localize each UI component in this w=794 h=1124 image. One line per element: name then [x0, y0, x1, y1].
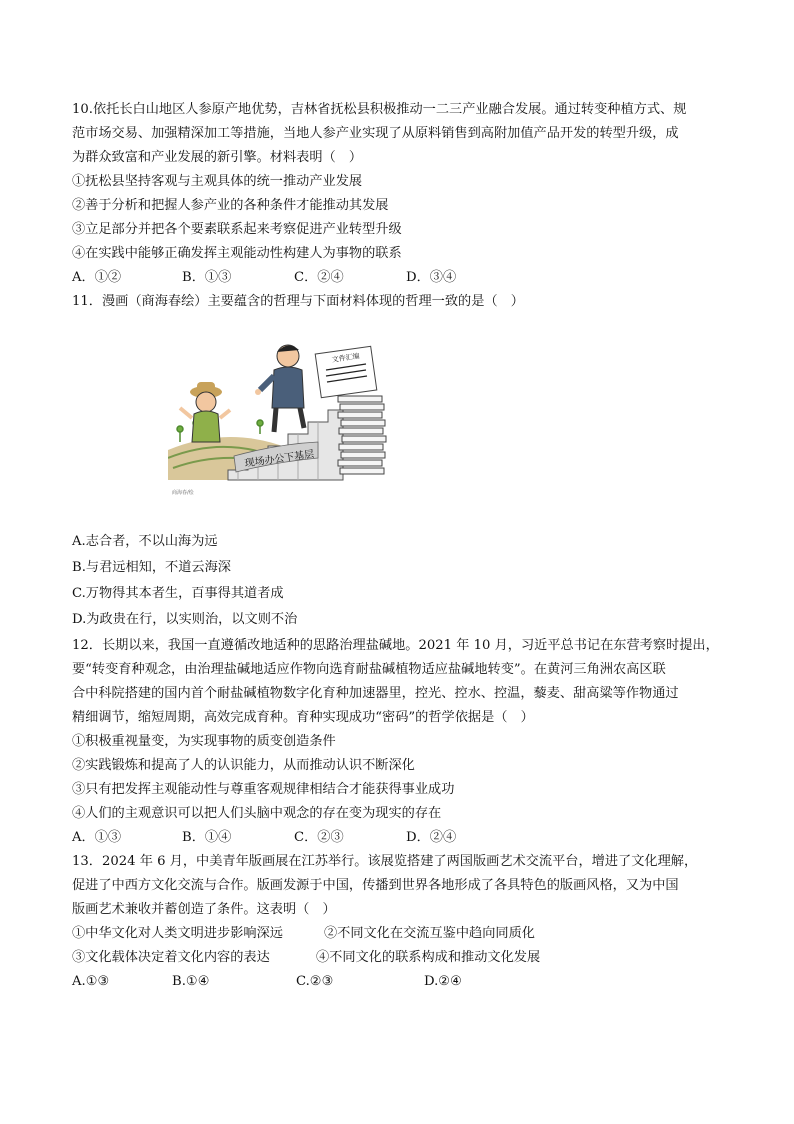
q12-item-3: ③只有把发挥主观能动性与尊重客观规律相结合才能获得事业成功	[72, 782, 455, 797]
q13-item-2: ②不同文化在交流互鉴中趋向同质化	[324, 926, 535, 941]
q12-item-4: ④人们的主观意识可以把人们头脑中观念的存在变为现实的存在	[72, 806, 442, 821]
q13-stem-line-3: 版画艺术兼收并蓄创造了条件。这表明（ ）	[72, 902, 336, 917]
q12-stem-line-2: 要“转变育种观念，由治理盐碱地适应作物向选育耐盐碱植物适应盐碱地转变”。在黄河三角洲农高区联	[72, 662, 666, 677]
cartoon-credit: 商海春/绘	[172, 490, 194, 496]
q13-option-d[interactable]: D.②④	[424, 974, 462, 989]
step-label: 现场办公下基层	[244, 449, 315, 470]
q10-item-3: ③立足部分并把各个要素联系起来考察促进产业转型升级	[72, 222, 402, 237]
q12-item-1: ①积极重视量变，为实现事物的质变创造条件	[72, 734, 336, 749]
q13-item-1: ①中华文化对人类文明进步影响深远	[72, 926, 283, 941]
q12-stem-line-3: 合中科院搭建的国内首个耐盐碱植物数字化育种加速器里，控光、控水、控温，藜麦、甜高粱等作物通过	[72, 686, 679, 701]
q12-option-b[interactable]: B．①④	[182, 830, 232, 845]
q12-option-d[interactable]: D．②④	[406, 830, 457, 845]
q10-option-c[interactable]: C．②④	[294, 270, 344, 285]
q13-option-b[interactable]: B.①④	[172, 974, 210, 989]
q12-stem-line-4: 精细调节，缩短周期，高效完成育种。育种实现成功“密码”的哲学依据是（ ）	[72, 710, 534, 725]
q10-item-4: ④在实践中能够正确发挥主观能动性构建人为事物的联系	[72, 246, 402, 261]
paper-label: 文件汇编	[331, 352, 361, 364]
q12-option-c[interactable]: C．②③	[294, 830, 344, 845]
q10-item-2: ②善于分析和把握人参产业的各种条件才能推动其发展	[72, 198, 389, 213]
q11-option-d[interactable]: D.为政贵在行，以实则治，以文则不治	[72, 612, 298, 627]
q11-option-c[interactable]: C.万物得其本者生，百事得其道者成	[72, 586, 284, 601]
q10-stem-line-2: 范市场交易、加强精深加工等措施，当地人参产业实现了从原料销售到高附加值产品开发的转型升级，成	[72, 126, 679, 141]
q12-item-2: ②实践锻炼和提高了人的认识能力，从而推动认识不断深化	[72, 758, 415, 773]
q11-stem: 11．漫画（商海春绘）主要蕴含的哲理与下面材料体现的哲理一致的是（ ）	[72, 294, 524, 309]
q10-option-b[interactable]: B．①③	[182, 270, 232, 285]
q11-option-a[interactable]: A.志合者，不以山海为远	[72, 534, 218, 549]
q12-option-a[interactable]: A．①③	[72, 830, 122, 845]
q13-option-a[interactable]: A.①③	[72, 974, 110, 989]
q13-option-c[interactable]: C.②③	[296, 974, 334, 989]
q13-item-3: ③文化载体决定着文化内容的表达	[72, 950, 270, 965]
q10-stem-line-3: 为群众致富和产业发展的新引擎。材料表明（ ）	[72, 150, 363, 165]
q13-stem-line-2: 促进了中西方文化交流与合作。版画发源于中国，传播到世界各地形成了各具特色的版画风格，又为中国	[72, 878, 679, 893]
q13-stem-line-1: 13．2024 年 6 月，中美青年版画展在江苏举行。该展览搭建了两国版画艺术交流平台，增进了文化理解，	[72, 854, 698, 869]
q10-item-1: ①抚松县坚持客观与主观具体的统一推动产业发展	[72, 174, 363, 189]
cartoon-illustration	[168, 330, 390, 500]
q11-option-b[interactable]: B.与君远相知，不道云海深	[72, 560, 231, 575]
q10-option-d[interactable]: D．③④	[406, 270, 457, 285]
q12-stem-line-1: 12．长期以来，我国一直遵循改地适种的思路治理盐碱地。2021 年 10 月，习近平总书记在东营考察时提出，	[72, 638, 719, 653]
q10-stem-line-1: 10.依托长白山地区人参原产地优势，吉林省抚松县积极推动一二三产业融合发展。通过转变种植方式、规	[72, 102, 687, 117]
q13-item-4: ④不同文化的联系构成和推动文化发展	[316, 950, 541, 965]
q10-option-a[interactable]: A．①②	[72, 270, 122, 285]
